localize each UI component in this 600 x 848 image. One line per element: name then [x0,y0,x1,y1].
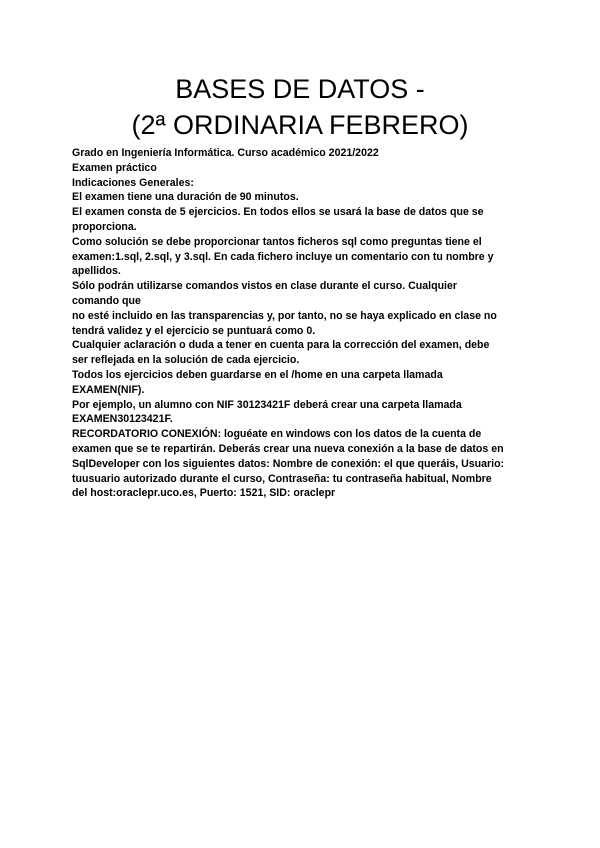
text-line: del host:oraclepr.uco.es, Puerto: 1521, SID: oraclepr [72,487,336,500]
text-line: El examen tiene una duración de 90 minutos. [72,191,299,204]
exam-instructions [72,146,527,501]
text-line: examen que se te repartirán. Deberás crear una nueva conexión a la base de datos en [72,442,504,455]
text-line: Todos los ejercicios deben guardarse en el /home en una carpeta llamada [72,368,443,381]
title-line-1: BASES DE DATOS - [175,74,425,104]
text-line: examen:1.sql, 2.sql, y 3.sql. En cada fichero incluye un comentario con tu nombre y [72,250,494,263]
text-line: El examen consta de 5 ejercicios. En todos ellos se usará la base de datos que se [72,206,484,219]
text-line: proporciona. [72,220,137,233]
text-line: RECORDATORIO CONEXIÓN: loguéate en windows con los datos de la cuenta de [72,428,482,441]
text-line: Por ejemplo, un alumno con NIF 30123421F deberá crear una carpeta llamada [72,398,462,411]
title-line-2: (2ª ORDINARIA FEBRERO) [131,110,469,140]
text-line: Como solución se debe proporcionar tantos ficheros sql como preguntas tiene el [72,235,482,248]
text-line: tuusuario autorizado durante el curso, Contraseña: tu contraseña habitual, Nombre [72,472,492,485]
text-line: comando que [72,294,141,307]
text-line: Examen práctico [72,161,157,174]
text-line: Indicaciones Generales: [72,176,194,189]
text-line: ser reflejada en la solución de cada ejercicio. [72,354,300,367]
text-line: EXAMEN30123421F. [72,413,173,426]
text-line: apellidos. [72,265,121,278]
text-line: Grado en Ingeniería Informática. Curso académico 2021/2022 [72,147,379,159]
text-line: SqlDeveloper con los siguientes datos: Nombre de conexión: el que queráis, Usuario: [72,457,505,470]
text-line: Cualquier aclaración o duda a tener en cuenta para la corrección del examen, debe [72,339,490,352]
document-title [0,71,600,143]
text-line: EXAMEN(NIF). [72,383,145,396]
text-line: tendrá validez y el ejercicio se puntuará como 0. [72,324,316,337]
text-line: no esté incluido en las transparencias y, por tanto, no se haya explicado en clase no [72,309,497,322]
text-line: Sólo podrán utilizarse comandos vistos en clase durante el curso. Cualquier [72,280,458,293]
